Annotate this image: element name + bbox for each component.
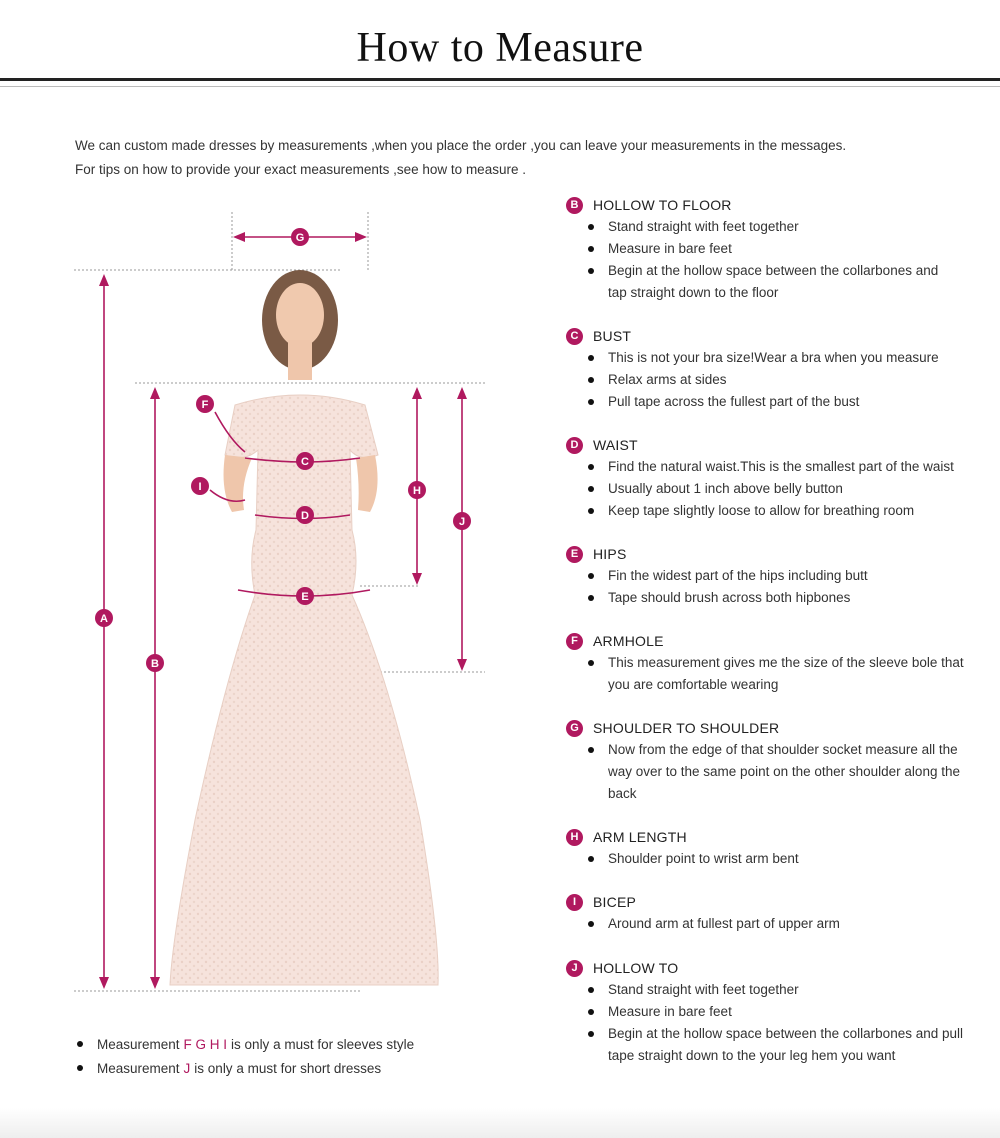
- title-subrule: [0, 86, 1000, 87]
- list-item: This is not your bra size!Wear a bra when you measure: [566, 347, 939, 369]
- note-highlight: F G H I: [183, 1036, 228, 1052]
- badge-e: E: [566, 546, 583, 563]
- page-title: How to Measure: [356, 25, 644, 71]
- bullet-dot: [77, 1065, 83, 1071]
- section-title: BUST: [593, 328, 632, 344]
- list-item: Stand straight with feet together: [566, 979, 963, 1001]
- list-item: Fin the widest part of the hips including butt: [566, 565, 868, 587]
- badge-b: B: [566, 197, 583, 214]
- section-title: ARMHOLE: [593, 633, 664, 649]
- list-item: Shoulder point to wrist arm bent: [566, 848, 799, 870]
- page-bottom-frame: [0, 1108, 1000, 1138]
- badge-a: [95, 609, 113, 627]
- note-highlight: J: [183, 1060, 191, 1076]
- list-item: Begin at the hollow space between the collarbones and: [566, 260, 938, 282]
- intro-line-1: We can custom made dresses by measurements ,when you place the order ,you can leave your measurements in the messages.: [75, 138, 847, 153]
- list-item-continuation: way over to the same point on the other shoulder along the: [608, 764, 960, 779]
- badge-d: D: [566, 437, 583, 454]
- svg-text:A: A: [100, 613, 108, 625]
- list-item: Pull tape across the fullest part of the bust: [566, 391, 939, 413]
- section-hips: [566, 543, 868, 609]
- badge-e: [296, 587, 314, 605]
- badge-f: [196, 395, 214, 413]
- list-item: Stand straight with feet together: [566, 216, 938, 238]
- section-title: HIPS: [593, 546, 627, 562]
- badge-g: G: [566, 720, 583, 737]
- intro-line-2: For tips on how to provide your exact measurements ,see how to measure .: [75, 162, 526, 177]
- section-bust: [566, 325, 939, 413]
- section-title: BICEP: [593, 894, 637, 910]
- svg-text:J: J: [458, 516, 466, 528]
- svg-text:G: G: [295, 232, 305, 244]
- dress-illustration: [170, 270, 438, 985]
- note-prefix: Measurement: [97, 1060, 180, 1076]
- list-item: Find the natural waist.This is the smallest part of the waist: [566, 456, 954, 478]
- list-item: Relax arms at sides: [566, 369, 939, 391]
- list-item: Measure in bare feet: [566, 238, 938, 260]
- badge-g: [291, 228, 309, 246]
- list-item: Now from the edge of that shoulder socket measure all the: [566, 739, 960, 761]
- badge-c: [296, 452, 314, 470]
- badge-j: [453, 512, 471, 530]
- section-armhole: [566, 630, 964, 696]
- svg-text:H: H: [413, 485, 421, 497]
- section-arm-length: [566, 826, 799, 870]
- section-title: HOLLOW TO: [593, 960, 679, 976]
- note-suffix: is only a must for short dresses: [194, 1060, 382, 1076]
- list-item: Tape should brush across both hipbones: [566, 587, 868, 609]
- section-title: HOLLOW TO FLOOR: [593, 197, 732, 213]
- section-shoulder-to-shoulder: [566, 717, 960, 805]
- note-sleeves: [75, 1032, 414, 1056]
- svg-text:C: C: [301, 456, 309, 468]
- badge-j: J: [566, 960, 583, 977]
- badge-f: F: [566, 633, 583, 650]
- section-title: SHOULDER TO SHOULDER: [593, 720, 780, 736]
- badge-c: C: [566, 328, 583, 345]
- badge-h: [408, 481, 426, 499]
- section-waist: [566, 434, 954, 522]
- badge-h: H: [566, 829, 583, 846]
- list-item-continuation: back: [608, 786, 637, 801]
- badge-i: I: [566, 894, 583, 911]
- svg-text:E: E: [301, 591, 309, 603]
- list-item-continuation: tap straight down to the floor: [608, 285, 779, 300]
- note-short-dresses: [75, 1056, 414, 1080]
- list-item: Keep tape slightly loose to allow for breathing room: [566, 500, 954, 522]
- list-item-continuation: tape straight down to the your leg hem you want: [608, 1048, 896, 1063]
- section-hollow-to-floor: [566, 194, 938, 304]
- note-prefix: Measurement: [97, 1036, 180, 1052]
- badge-b: [146, 654, 164, 672]
- badge-d: [296, 506, 314, 524]
- section-hollow-to: [566, 957, 963, 1067]
- list-item: Around arm at fullest part of upper arm: [566, 913, 840, 935]
- measurement-figure: [60, 200, 510, 1010]
- badge-i: [191, 477, 209, 495]
- svg-text:B: B: [151, 658, 159, 670]
- svg-text:D: D: [301, 510, 309, 522]
- list-item: Begin at the hollow space between the collarbones and pull: [566, 1023, 963, 1045]
- section-title: WAIST: [593, 437, 638, 453]
- notes: [75, 1032, 414, 1080]
- list-item: This measurement gives me the size of the sleeve bole that: [566, 652, 964, 674]
- svg-text:I: I: [198, 481, 202, 493]
- bullet-dot: [77, 1041, 83, 1047]
- note-suffix: is only a must for sleeves style: [231, 1036, 415, 1052]
- section-bicep: [566, 891, 840, 935]
- list-item: Measure in bare feet: [566, 1001, 963, 1023]
- section-title: ARM LENGTH: [593, 829, 687, 845]
- svg-text:F: F: [201, 399, 209, 411]
- list-item: Usually about 1 inch above belly button: [566, 478, 954, 500]
- title-rule: [0, 78, 1000, 81]
- list-item-continuation: you are comfortable wearing: [608, 677, 779, 692]
